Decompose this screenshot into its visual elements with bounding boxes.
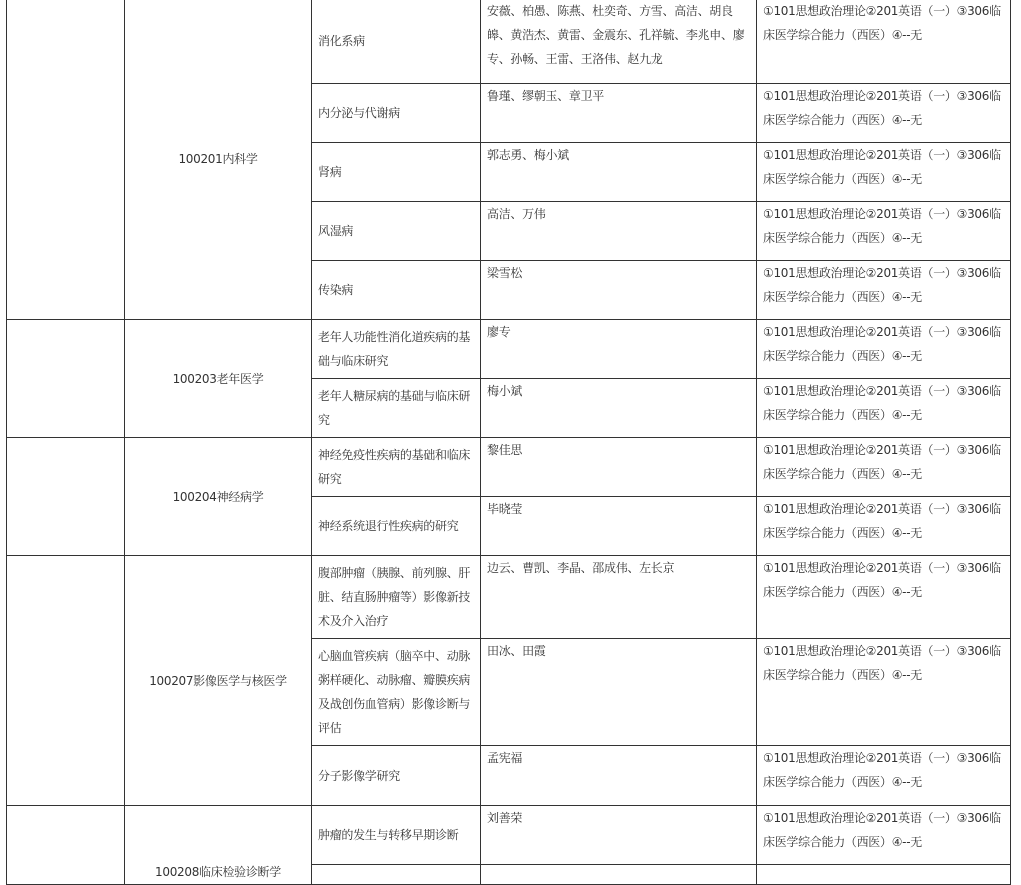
exam-text: ①101思想政治理论②201英语（一）③306临床医学综合能力（西医）④--无 bbox=[763, 266, 1001, 304]
exam-cell bbox=[757, 0, 1011, 84]
exam-text: ①101思想政治理论②201英语（一）③306临床医学综合能力（西医）④--无 bbox=[763, 384, 1001, 422]
direction-cell bbox=[312, 865, 481, 885]
exam-cell bbox=[757, 639, 1011, 746]
supervisor-text: 边云、曹凯、李晶、邵成伟、左长京 bbox=[487, 561, 675, 575]
exam-text: ①101思想政治理论②201英语（一）③306临床医学综合能力（西医）④--无 bbox=[763, 644, 1001, 682]
supervisor-cell bbox=[481, 0, 757, 84]
exam-text: ①101思想政治理论②201英语（一）③306临床医学综合能力（西医）④--无 bbox=[763, 502, 1001, 540]
direction-cell: 神经系统退行性疾病的研究 bbox=[312, 497, 481, 556]
exam-text: ①101思想政治理论②201英语（一）③306临床医学综合能力（西医）④--无 bbox=[763, 751, 1001, 789]
exam-cell bbox=[757, 84, 1011, 143]
left-blank-cell bbox=[7, 806, 125, 885]
exam-text: ①101思想政治理论②201英语（一）③306临床医学综合能力（西医）④--无 bbox=[763, 443, 1001, 481]
supervisor-text: 毕晓莹 bbox=[487, 502, 523, 516]
exam-cell bbox=[757, 556, 1011, 639]
direction-cell: 心脑血管疾病（脑卒中、动脉粥样硬化、动脉瘤、瓣膜疾病及战创伤血管病）影像诊断与评估 bbox=[312, 639, 481, 746]
specialty-cell: 100203老年医学 bbox=[125, 320, 312, 438]
supervisor-text: 高洁、万伟 bbox=[487, 207, 546, 221]
direction-cell: 老年人功能性消化道疾病的基础与临床研究 bbox=[312, 320, 481, 379]
exam-text: ①101思想政治理论②201英语（一）③306临床医学综合能力（西医）④--无 bbox=[763, 89, 1001, 127]
supervisor-cell bbox=[481, 865, 757, 885]
exam-cell bbox=[757, 438, 1011, 497]
exam-text: ①101思想政治理论②201英语（一）③306临床医学综合能力（西医）④--无 bbox=[763, 148, 1001, 186]
supervisor-cell bbox=[481, 320, 757, 379]
supervisor-cell bbox=[481, 438, 757, 497]
supervisor-cell bbox=[481, 143, 757, 202]
direction-cell: 传染病 bbox=[312, 261, 481, 320]
exam-cell bbox=[757, 143, 1011, 202]
direction-cell: 肿瘤的发生与转移早期诊断 bbox=[312, 806, 481, 865]
exam-text: ①101思想政治理论②201英语（一）③306临床医学综合能力（西医）④--无 bbox=[763, 561, 1001, 599]
direction-cell: 肾病 bbox=[312, 143, 481, 202]
specialty-cell: 100204神经病学 bbox=[125, 438, 312, 556]
exam-text: ①101思想政治理论②201英语（一）③306临床医学综合能力（西医）④--无 bbox=[763, 811, 1001, 849]
left-blank-cell bbox=[7, 556, 125, 806]
specialty-cell: 100201内科学 bbox=[125, 0, 312, 320]
direction-cell: 神经免疫性疾病的基础和临床研究 bbox=[312, 438, 481, 497]
supervisor-cell bbox=[481, 639, 757, 746]
supervisor-cell bbox=[481, 806, 757, 865]
left-blank-cell bbox=[7, 438, 125, 556]
exam-cell bbox=[757, 806, 1011, 865]
exam-text: ①101思想政治理论②201英语（一）③306临床医学综合能力（西医）④--无 bbox=[763, 4, 1001, 42]
direction-cell: 老年人糖尿病的基础与临床研究 bbox=[312, 379, 481, 438]
specialty-cell bbox=[125, 806, 312, 885]
supervisor-text: 梁雪松 bbox=[487, 266, 523, 280]
direction-cell: 分子影像学研究 bbox=[312, 746, 481, 806]
exam-cell bbox=[757, 379, 1011, 438]
supervisor-cell bbox=[481, 746, 757, 806]
specialty-cell: 100207影像医学与核医学 bbox=[125, 556, 312, 806]
exam-cell bbox=[757, 865, 1011, 885]
supervisor-text: 鲁瑾、缪朝玉、章卫平 bbox=[487, 89, 605, 103]
direction-cell: 内分泌与代谢病 bbox=[312, 84, 481, 143]
supervisor-text: 郭志勇、梅小斌 bbox=[487, 148, 569, 162]
supervisor-cell bbox=[481, 261, 757, 320]
exam-text: ①101思想政治理论②201英语（一）③306临床医学综合能力（西医）④--无 bbox=[763, 325, 1001, 363]
left-blank-cell bbox=[7, 320, 125, 438]
supervisor-cell bbox=[481, 379, 757, 438]
supervisor-text: 刘善荣 bbox=[487, 811, 523, 825]
exam-cell bbox=[757, 497, 1011, 556]
supervisor-cell bbox=[481, 84, 757, 143]
supervisor-text: 廖专 bbox=[487, 325, 511, 339]
supervisor-text: 安薇、柏愚、陈燕、杜奕奇、方雪、高洁、胡良皞、黄浩杰、黄雷、金震东、孔祥毓、李兆申、廖专、孙畅、王雷、王洛伟、赵九龙 bbox=[487, 4, 745, 66]
supervisor-text: 田冰、田霞 bbox=[487, 644, 546, 658]
supervisor-cell bbox=[481, 202, 757, 261]
exam-cell bbox=[757, 746, 1011, 806]
left-blank-cell bbox=[7, 0, 125, 320]
specialty-text: 100208临床检验诊断学 bbox=[155, 865, 281, 879]
supervisor-text: 黎佳思 bbox=[487, 443, 523, 457]
exam-cell bbox=[757, 202, 1011, 261]
direction-cell: 风湿病 bbox=[312, 202, 481, 261]
supervisor-text: 梅小斌 bbox=[487, 384, 523, 398]
enrollment-table bbox=[6, 0, 1011, 885]
supervisor-cell bbox=[481, 497, 757, 556]
exam-cell bbox=[757, 320, 1011, 379]
direction-cell: 消化系病 bbox=[312, 0, 481, 84]
supervisor-text: 孟宪福 bbox=[487, 751, 523, 765]
exam-cell bbox=[757, 261, 1011, 320]
supervisor-cell bbox=[481, 556, 757, 639]
exam-text: ①101思想政治理论②201英语（一）③306临床医学综合能力（西医）④--无 bbox=[763, 207, 1001, 245]
direction-cell: 腹部肿瘤（胰腺、前列腺、肝脏、结直肠肿瘤等）影像新技术及介入治疗 bbox=[312, 556, 481, 639]
